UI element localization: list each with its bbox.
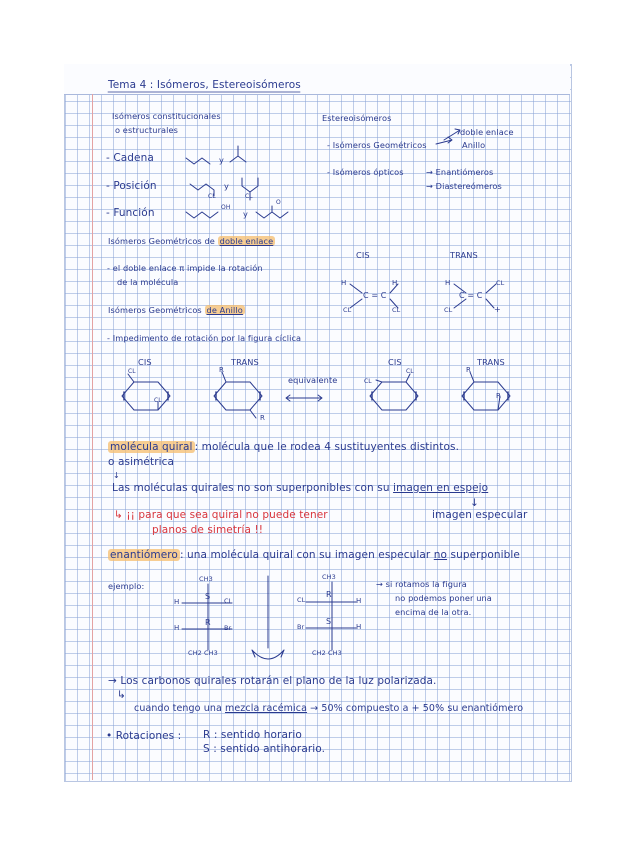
optical-isomers: - Isómeros ópticos — [327, 167, 404, 177]
example-label: ejemplo: — [108, 581, 145, 591]
trans-label: TRANS — [450, 250, 478, 260]
polarized-light-note: → Los carbonos quirales rotarán el plano de la luz polarizada. — [108, 675, 437, 687]
cis-bonds — [350, 284, 398, 308]
rotations-label: • Rotaciones : — [106, 730, 182, 742]
ring-label: Anillo — [462, 140, 486, 150]
ketone-skeleton — [256, 206, 288, 218]
substituent-cl: CL — [343, 306, 352, 314]
fischer-h: H — [174, 624, 180, 632]
ring-cis-label: CIS — [138, 357, 152, 367]
rotation-note: no podemos poner una — [395, 593, 492, 603]
rotation-note: → si rotamos la figura — [376, 579, 467, 589]
fischer-h: H — [356, 597, 362, 605]
equivalent-label: equivalente — [288, 375, 338, 385]
position-skeleton — [190, 184, 214, 196]
fischer-r: R — [326, 590, 332, 599]
position-label: - Posición — [106, 180, 157, 192]
cis-alkene-center: C = C — [363, 291, 387, 300]
ring-r: R — [260, 414, 265, 422]
fischer-br: Br — [224, 624, 232, 632]
fischer-s: S — [326, 617, 332, 626]
substituent-bond — [128, 374, 158, 410]
equivalent-arrow — [286, 395, 322, 401]
page-title: Tema 4 : Isómeros, Estereoisómeros — [108, 79, 301, 91]
arrow-icon — [444, 129, 460, 140]
down-arrow: ↓ — [113, 470, 120, 480]
rotation-arc-icon — [252, 650, 284, 659]
arrow-icon — [436, 137, 452, 144]
fischer-s: S — [205, 592, 211, 601]
ring-cis-label: CIS — [388, 357, 402, 367]
diastereomers-label: → Diastereómeros — [426, 181, 502, 191]
double-bond-note-1: - el doble enlace π impide la rotación — [107, 263, 263, 273]
geom-ring-heading: Isómeros Geométricos de Anillo — [108, 305, 243, 315]
fischer-horizontal — [306, 602, 356, 628]
ring-cl: CL — [406, 368, 414, 375]
racemic-mixture-note: cuando tengo una mezcla racémica → 50% compuesto a + 50% su enantiómero — [134, 703, 524, 714]
alcohol-skeleton — [186, 212, 218, 218]
constitutional-heading: Isómeros constitucionales — [112, 111, 221, 121]
substituent-h: H — [392, 279, 398, 287]
cyclohexane-cis-2 — [370, 382, 418, 410]
chain-skeleton — [186, 158, 210, 164]
trans-alkene-center: C = C — [459, 291, 483, 300]
stereo-heading: Estereoisómeros — [322, 113, 392, 123]
ring-cl: CL — [364, 378, 372, 385]
y-connector: y — [224, 181, 229, 191]
cyclohexane-cis — [122, 382, 170, 410]
fischer-cl: CL — [224, 597, 233, 605]
cyclohexane-trans-2 — [462, 382, 510, 410]
o-label: O — [276, 199, 281, 206]
fischer-ch3: CH3 — [199, 575, 213, 583]
ring-trans-label: TRANS — [231, 357, 259, 367]
double-bond-label: doble enlace — [460, 127, 514, 137]
substituent-bond — [222, 372, 256, 418]
cl-label: CL — [245, 193, 253, 200]
fischer-br: Br — [297, 623, 305, 631]
asymmetric-note: o asimétrica — [108, 456, 175, 468]
fischer-h: H — [356, 623, 362, 631]
fischer-ch2ch3: CH2 CH3 — [188, 649, 218, 657]
substituent-bond — [376, 374, 410, 382]
substituent-h-plus: + — [494, 305, 501, 314]
substituent-bond — [470, 372, 500, 410]
down-arrow: ↓ — [470, 497, 479, 509]
chain-label: - Cadena — [106, 152, 154, 164]
mirror-image-label: imagen especular — [432, 509, 528, 521]
fischer-r: R — [205, 618, 211, 627]
ring-trans-label: TRANS — [477, 357, 505, 367]
substituent-cl: CL — [496, 279, 505, 287]
function-label: - Función — [106, 207, 155, 219]
fischer-h: H — [174, 598, 180, 606]
enantiomers-label: → Enantiómeros — [426, 167, 494, 177]
fischer-ch3: CH3 — [322, 573, 336, 581]
substituent-cl: CL — [444, 306, 453, 314]
ring-r: R — [219, 366, 224, 374]
oh-label: OH — [221, 204, 231, 211]
substituent-h: H — [341, 279, 347, 287]
geometric-isomers: - Isómeros Geométricos — [327, 140, 427, 150]
symmetry-warning: ↳ ¡¡ para que sea quiral no puede tener — [114, 509, 328, 521]
ring-cl: CL — [154, 397, 162, 404]
substituent-cl: CL — [392, 306, 401, 314]
ring-r: R — [466, 366, 471, 374]
symmetry-warning: planos de simetría !! — [152, 524, 264, 536]
sub-arrow: ↳ — [117, 689, 126, 701]
substituent-h: H — [445, 279, 451, 287]
cyclohexane-trans — [214, 382, 262, 410]
cl-label: CL — [208, 193, 216, 200]
enantiomer-definition: enantiómero : una molécula quiral con su imagen especular no superponible — [110, 549, 520, 561]
trans-bonds — [454, 284, 496, 308]
rotation-note: encima de la otra. — [395, 607, 472, 617]
fischer-ch2ch3: CH2 CH3 — [312, 649, 342, 657]
fischer-horizontal — [182, 603, 232, 629]
chiral-definition: molécula quiral : molécula que le rodea 4 sustituyentes distintos. — [110, 441, 460, 453]
y-connector: y — [243, 209, 248, 219]
branched-skeleton — [230, 146, 246, 162]
geom-double-heading: Isómeros Geométricos de doble enlace — [108, 236, 274, 246]
ring-r: R — [496, 392, 501, 400]
ring-cl: CL — [128, 368, 136, 375]
fischer-cl: CL — [297, 596, 306, 604]
position-skeleton-2 — [242, 178, 258, 200]
rotation-r: R : sentido horario — [203, 729, 302, 741]
constitutional-subheading: o estructurales — [115, 125, 179, 135]
ring-rotation-note: - Impedimento de rotación por la figura cíclica — [107, 333, 302, 343]
double-bond-note-2: de la molécula — [117, 277, 179, 287]
y-connector: y — [219, 155, 224, 165]
chiral-statement: Las moléculas quirales no son superponibles con su imagen en espejo — [112, 482, 489, 494]
rotation-s: S : sentido antihorario. — [203, 743, 326, 755]
cis-label: CIS — [356, 250, 370, 260]
